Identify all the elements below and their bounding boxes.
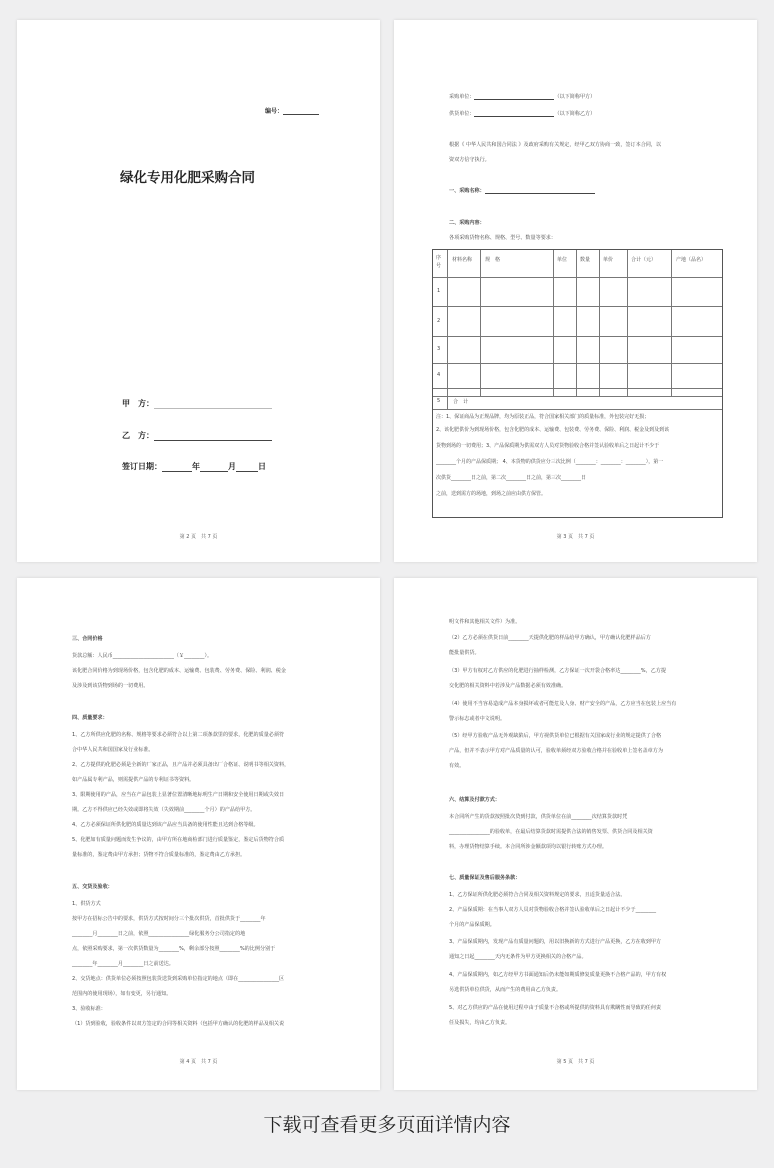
year-label: 年: [192, 462, 200, 471]
paragraph-line: 料，办理货物结算手续。本合同所涉金额款项均以银行转账方式办理。: [449, 844, 607, 850]
paragraph-line: 3、产品保质期内，发现产品有质量问题的，用以旧换新的方式进行产品更换，乙方在收到甲方: [449, 939, 662, 945]
table-header: 合计（元）: [631, 257, 657, 263]
page-footer: 第 5 页 共 7 页: [556, 1059, 595, 1065]
party-a-blank: [154, 400, 272, 409]
paragraph-line: 3、验收标准：: [72, 1006, 106, 1012]
table-header: 产地（品名）: [676, 257, 707, 263]
paragraph-line: 明文件和其他相关文件）为准。: [449, 619, 521, 625]
note-line: ________个月的产品保质期； 4、本货物的供货应分三次比例（________：________：________），第一: [436, 459, 664, 465]
contract-number-blank: [283, 106, 319, 115]
paragraph-line: （1）货到验收，验收条件以双方签定的合同等相关资料（包括甲方确认的化肥的样品及相关说: [72, 1021, 285, 1027]
party-a-label: 甲 方：: [122, 399, 154, 408]
contract-page-cover: [17, 20, 380, 562]
paragraph-line: 期。乙方不得供应已经失效或即将失效（失效期前________个月）的产品给甲方。: [72, 807, 256, 813]
paragraph-line: 如产品属专利产品，则需提供产品的专利证书等资料。: [72, 777, 195, 783]
paragraph-line: 1、供货方式: [72, 901, 101, 907]
contract-number-row: [265, 106, 319, 115]
party-b-row: [122, 430, 272, 441]
note-line: 注：1、保证商品为正规品牌，均为原装正品，符合国家相关部门的质量标准，外包装完好无损；: [436, 414, 650, 420]
party-a-row: [122, 398, 272, 409]
table-row-number: 4: [437, 372, 441, 378]
section-desc: 各项采购货物名称、规格、型号、数量等要求：: [449, 235, 556, 241]
table-row-number: 5: [437, 398, 441, 404]
supplier-blank: [474, 111, 554, 117]
contract-number-label: 编号：: [265, 108, 284, 115]
table-header: 材料名称: [452, 257, 473, 263]
paragraph-line: 产品，但并不表示甲方对产品质量的认可，验收单须经双方验收合格并在验收单上签名盖章方为: [449, 748, 663, 754]
paragraph-line: 3、限期使用的产品，应当在产品包装上显著位置清晰地标明生产日期和安全使用日期或失效日: [72, 792, 285, 798]
buyer-label: 采购单位：: [449, 94, 475, 100]
paragraph-line: 通知之日起________天内无条件为甲方更换相关的合格产品。: [449, 954, 587, 960]
section-1-title: 一、采购名称：: [449, 188, 485, 194]
paragraph-line: 5、化肥如有质量问题而发生争议的，由甲方所在地商检部门进行质量鉴定，鉴定后货物符合质: [72, 837, 285, 843]
table-header: 序号: [436, 255, 442, 269]
table-header: 数量: [580, 257, 591, 263]
table-header: 单位: [557, 257, 568, 263]
paragraph-line: 本合同所产生的货款按照批次贷到付款，供货单位在前________次结算货款时凭: [449, 814, 628, 820]
supplier-note: （以下简称乙方）: [554, 111, 596, 117]
section-heading: 四、质量要求：: [72, 715, 108, 721]
note-line: 2、该化肥供价为到现场价格，包含化肥的成本、运输费、包装费、劳务费、保险、利润、税金及到及到该: [436, 427, 670, 433]
paragraph-line: 另选供货单位供货，从而产生的费用由乙方负责。: [449, 987, 562, 993]
paragraph-line: 2、乙方提供的化肥必须是全新的厂家正品，且产品并必须具备出厂合格证、说明书等相关资料，: [72, 762, 290, 768]
paragraph-line: 及涉及到该货物到场的一切费用。: [72, 683, 149, 689]
buyer-blank: [474, 94, 554, 100]
party-b-blank: [154, 432, 272, 441]
paragraph-line: 该化肥合同价格为到现场价格，包含化肥的成本、运输费、包装费、劳务费、保险、利润、税金: [72, 668, 286, 674]
download-caption: 下载可查看更多页面详情内容: [263, 1114, 511, 1136]
paragraph-line: ________月________日之前，依照________________绿化服务分公司指定的地: [72, 931, 246, 937]
table-header: 单价: [603, 257, 614, 263]
buyer-row: [449, 93, 595, 100]
year-blank: [162, 463, 192, 472]
supplier-row: [449, 110, 595, 117]
paragraph-line: 4、产品保质期内，如乙方经甲方书面通知后仍未能如期质修复质量更换不合格产品的，甲方有权: [449, 972, 667, 978]
paragraph-line: 能批量供货。: [449, 650, 480, 656]
paragraph-line: ________年________月________日之前送达。: [72, 961, 174, 967]
paragraph-line: ________________的验收单，在最后结算货款时需提供合法的销售发票、供货合同及相关资: [449, 829, 653, 835]
paragraph-line: 2、交货地点：供货单位必须按照包装货送货到采购单位指定的地点（即在________________区: [72, 976, 285, 982]
price-line: 货款总额：人民币________________________（￥________）。: [72, 653, 213, 659]
contract-page-procurement: [394, 20, 757, 562]
section-heading: 三、合同价格: [72, 636, 103, 642]
paragraph-line: 5、对乙方供应的产品在使用过程中由于质量不合格或所提供的资料具有欺瞒性而导致的任何责: [449, 1005, 662, 1011]
paragraph-line: 量标准的，鉴定费由甲方承担；货物不符合质量标准的，鉴定费由乙方承担。: [72, 852, 246, 858]
procurement-name-blank: [485, 188, 595, 194]
paragraph-line: 2、产品保质期：在当事人双方人员对货物验收合格并签认验收单后之日起计不少于________: [449, 907, 656, 913]
contract-page-settlement-service: [394, 578, 757, 1090]
paragraph-line: 个月的产品保质期。: [449, 922, 495, 928]
paragraph-line: （4）使用不当容易造成产品本身损坏或者可能危及人身、财产安全的产品，乙方应当在包装上应当有: [449, 701, 677, 707]
paragraph-line: 1、乙方所供应化肥的名称、规格等要求必须符合以上第二项条款里的要求，化肥的质量必须符: [72, 732, 285, 738]
paragraph-line: 交化肥的相关资料中若涉及产品数据必须有效准确。: [449, 683, 567, 689]
page-footer: 第 3 页 共 7 页: [556, 534, 595, 540]
paragraph-line: 任及损失，均由乙方负责。: [449, 1020, 511, 1026]
intro-line: 根据《 中华人民共和国合同法 》及政府采购有关规定，经甲乙双方协商一致，签订本合同，以: [449, 142, 662, 148]
paragraph-line: （2）乙方必须在供货日前________天提供化肥的样品给甲方确认，甲方确认化肥样品后方: [449, 635, 651, 641]
table-row-number: 2: [437, 318, 441, 324]
paragraph-line: （5）经甲方验收产品无外观缺陷后，甲方视供货单位已根据有关国家或行业的规定提供了合格: [449, 733, 662, 739]
buyer-note: （以下简称甲方）: [554, 94, 596, 100]
section-heading: 六、结算及付款方式：: [449, 797, 500, 803]
note-line: 之前，送到需方的场地，到场之前应由供方保管。: [436, 491, 547, 497]
day-label: 日: [258, 462, 266, 471]
paragraph-line: 1、乙方保证所供化肥必须符合合同及相关资料规定的要求，且适货量适合法。: [449, 892, 626, 898]
paragraph-line: 范围内的使用现场），如有变更，另行通知。: [72, 991, 172, 997]
table-row-number: 1: [437, 288, 441, 294]
contract-page-price-quality: [17, 578, 380, 1090]
table-total-label: 合 计: [453, 399, 469, 405]
paragraph-line: 点，依照采购要求，第一次供货数量为________%，剩余部分按照________%的比例分别于: [72, 946, 276, 952]
paragraph-line: 合中华人民共和国国家及行业标准。: [72, 747, 154, 753]
paragraph-line: 按甲方在招标公告中的要求，供货方式按时间分三个批次供货，首批供货于________年: [72, 916, 266, 922]
contract-title: 绿化专用化肥采购合同: [120, 170, 255, 186]
paragraph-line: （3）甲方有权对乙方供应的化肥进行抽样检测，乙方保证一次开袋合格率达________%，乙方提: [449, 668, 666, 674]
section-heading: 二、采购内容：: [449, 220, 485, 226]
table-row-number: 3: [437, 346, 441, 352]
sign-date-label: 签订日期：: [122, 462, 162, 471]
sign-date-row: [122, 461, 266, 472]
month-label: 月: [228, 462, 236, 471]
section-heading: 五、交货及验收：: [72, 884, 113, 890]
note-line: 货物到场的一切费用；3、产品保质期为供需双方人员对货物验收合格并签认验收单后之日起计不少于: [436, 443, 660, 449]
page-footer: 第 2 页 共 7 页: [179, 534, 218, 540]
paragraph-line: 4、乙方必须保证所供化肥的质量达到该产品应当具备的使用性能且达到合格等级。: [72, 822, 259, 828]
paragraph-line: 警示标志或者中文说明。: [449, 716, 506, 722]
note-line: 次供货________日之前，第二次________日之前，第三次________日: [436, 475, 587, 481]
day-blank: [236, 463, 258, 472]
month-blank: [200, 463, 228, 472]
supplier-label: 供货单位：: [449, 111, 475, 117]
section-heading: 七、质量保证及售后服务条款：: [449, 875, 521, 881]
paragraph-line: 有效。: [449, 763, 465, 769]
procurement-table: [432, 249, 723, 518]
section-heading: [449, 187, 595, 194]
page-footer: 第 4 页 共 7 页: [179, 1059, 218, 1065]
party-b-label: 乙 方：: [122, 431, 154, 440]
table-header: 规 格: [485, 257, 501, 263]
intro-line: 资双方信守执行。: [449, 157, 490, 163]
